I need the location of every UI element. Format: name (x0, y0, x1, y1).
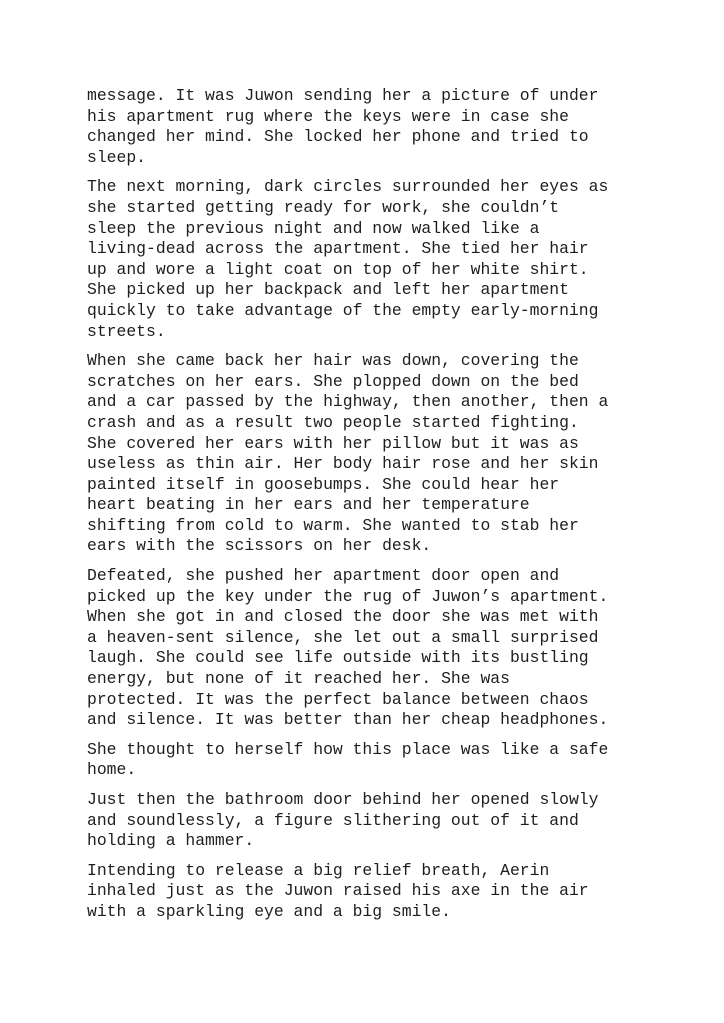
paragraph-3-line-10: ears with the scissors on her desk. (87, 536, 432, 556)
paragraph-2-line-3: sleep the previous night and now walked like a (87, 218, 540, 238)
paragraph-3-line-2: scratches on her ears. She plopped down on the bed (87, 371, 579, 391)
paragraph-3-line-5: She covered her ears with her pillow but it was as (87, 433, 579, 453)
paragraph-3-line-7: painted itself in goosebumps. She could hear her (87, 474, 560, 494)
paragraph-4-line-5: laugh. She could see life outside with its bustling (87, 648, 589, 668)
paragraph-7-line-1: Intending to release a big relief breath, Aerin (87, 860, 550, 880)
paragraph-2-line-6: She picked up her backpack and left her apartment (87, 280, 569, 300)
paragraph-7-line-3: with a sparkling eye and a big smile. (87, 901, 451, 921)
paragraph-3-line-1: When she came back her hair was down, covering the (87, 351, 579, 371)
paragraph-3-line-8: heart beating in her ears and her temperature (87, 495, 530, 515)
paragraph-3-line-4: crash and as a result two people started fighting. (87, 412, 579, 432)
paragraph-2-line-1: The next morning, dark circles surrounded her eyes as (87, 177, 609, 197)
paragraph-6 (87, 790, 647, 852)
paragraph-4-line-6: energy, but none of it reached her. She was (87, 669, 510, 689)
paragraph-5-line-1: She thought to herself how this place was like a safe (87, 739, 609, 759)
paragraph-7 (87, 861, 647, 923)
paragraph-6-line-2: and soundlessly, a figure slithering out of it and (87, 810, 579, 830)
paragraph-4-line-7: protected. It was the perfect balance between chaos (87, 689, 589, 709)
paragraph-2-line-8: streets. (87, 321, 166, 341)
paragraph-1-line-3: changed her mind. She locked her phone and tried to (87, 127, 589, 147)
paragraph-4-line-3: When she got in and closed the door she was met with (87, 607, 599, 627)
paragraph-4-line-2: picked up the key under the rug of Juwon’s apartment. (87, 586, 609, 606)
paragraph-1-line-1: message. It was Juwon sending her a picture of under (87, 86, 599, 105)
paragraph-6-line-3: holding a hammer. (87, 831, 255, 851)
paragraph-5-line-2: home. (87, 760, 137, 780)
paragraph-1-line-4: sleep. (87, 147, 147, 167)
paragraph-4-line-8: and silence. It was better than her cheap headphones. (87, 710, 609, 730)
paragraph-3 (87, 351, 647, 557)
story-text-column (87, 86, 647, 932)
paragraph-4-line-1: Defeated, she pushed her apartment door open and (87, 566, 560, 586)
paragraph-2-line-2: she started getting ready for work, she couldn’t (87, 197, 560, 217)
paragraph-2-line-7: quickly to take advantage of the empty early-morning (87, 300, 599, 320)
paragraph-2 (87, 177, 647, 342)
paragraph-6-line-1: Just then the bathroom door behind her opened slowly (87, 790, 599, 809)
paragraph-5 (87, 740, 647, 781)
paragraph-4-line-4: a heaven-sent silence, she let out a small surprised (87, 627, 599, 647)
paragraph-3-line-3: and a car passed by the highway, then another, then a (87, 392, 609, 412)
paragraph-3-line-6: useless as thin air. Her body hair rose and her skin (87, 454, 599, 474)
paragraph-7-line-2: inhaled just as the Juwon raised his axe in the air (87, 881, 589, 901)
paragraph-3-line-9: shifting from cold to warm. She wanted to stab her (87, 515, 579, 535)
paragraph-2-line-5: up and wore a light coat on top of her white shirt. (87, 259, 589, 279)
paragraph-4 (87, 566, 647, 731)
paragraph-1 (87, 86, 647, 168)
paragraph-2-line-4: living-dead across the apartment. She tied her hair (87, 239, 589, 259)
paragraph-1-line-2: his apartment rug where the keys were in case she (87, 106, 569, 126)
